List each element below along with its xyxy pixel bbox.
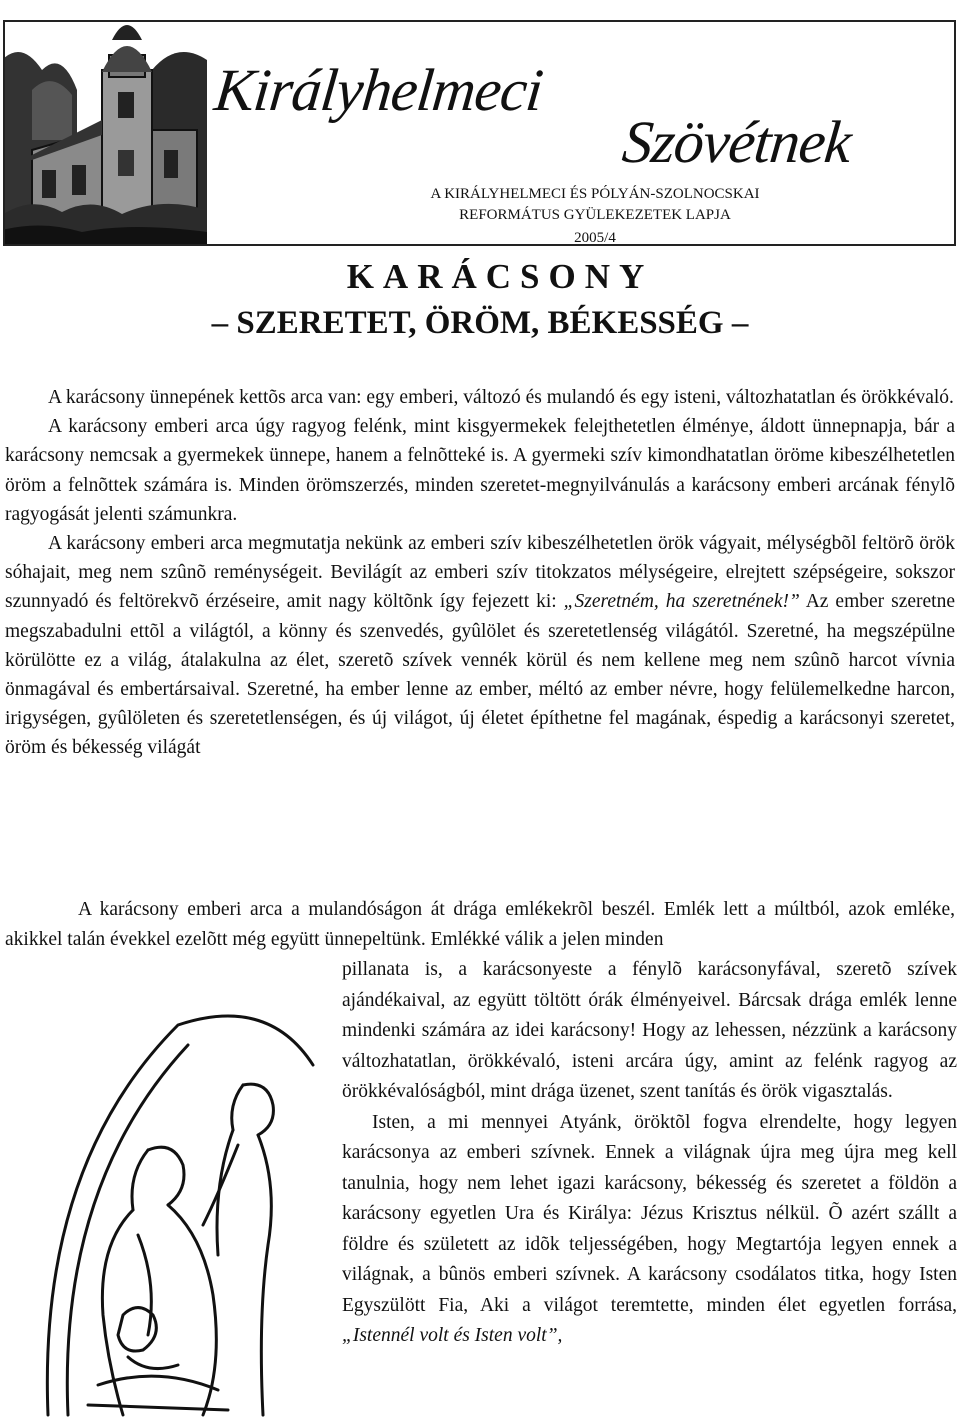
poem-quote: „Szeretném, ha szeretnének!” [563, 591, 800, 613]
article-body [5, 383, 955, 763]
masthead [3, 20, 956, 246]
nativity-line-drawing [28, 985, 328, 1420]
article-paragraph-2: A karácsony emberi arca úgy ragyog felénk, mint kisgyermekek felejthetetlen élménye, áldott ünnepnapja, bár a karácsony nemcsak a gyermekek ünnepe, hanem a felnõtteké is. A gyermeki szív kimondhatatlan öröme kibeszélhetetlen öröm a felnõttek számára is. Minden örömszerzés, minden szeretet-megnyilvánulás a karácsony emberi arcának fénylõ ragyogását jelenti számunkra. [5, 416, 955, 525]
article-paragraph-1: A karácsony ünnepének kettõs arca van: egy emberi, változó és mulandó és egy isteni, változhatatlan és örökkévaló. [48, 387, 954, 408]
article-paragraph-4-fullwidth [5, 895, 955, 955]
article-paragraph-4: A karácsony emberi arca a mulandóságon át drága emlékekrõl beszél. Emlék lett a múltból, azok emléke, akikkel talán évekkel ezelõtt még együtt ünnepeltünk. Emlékké válik a jelen minden [5, 899, 955, 950]
article-paragraph-3 [5, 529, 955, 763]
scripture-quote: „Istennél volt és Isten volt”, [342, 1325, 563, 1346]
headline-main: KARÁCSONY [346, 257, 654, 296]
article-paragraph-4-continued: pillanata is, a karácsonyeste a fénylõ karácsonyfával, szeretõ szívek ajándékaival, az együtt töltött órák élményeivel. Bárcsak drága emlék lenne mindenki számára az idei karácsony! Hogy az lehessen, nézzünk a karácsony változhatatlan, örökkévaló, isteni arcára úgy, amint az felénk ragyog az örökkévalóságból, mint drága üzenet, szent tanítás és örök vigasztalás. [342, 959, 957, 1102]
church-illustration [3, 20, 207, 246]
issue-number: 2005/4 [574, 230, 616, 246]
paragraph-3-text-end: Az ember szeretne megszabadulni ettõl a világtól, a könny és szenvedés, gyûlölet és szeretetlenség világától. Szeretné, ha megszépülne körülötte ez a világ, átalakulna az élet, szeretõ szívek vennék körül és nem kellene meg nem szûnõ harcot vívnia önmagával és embertársaival. Szeretné, ha ember lenne az ember, méltó az ember névre, hogy felülemelkedne harcon, irigységen, gyûlöleten és szeretetlenségen, és új világot, új életet építhetne fel magának, éspedig a karácsonyi szeretet, öröm és békesség világát [5, 591, 955, 759]
article-right-column [342, 955, 957, 1352]
article-paragraph-5 [342, 1108, 957, 1352]
headline-sub: – SZERETET, ÖRÖM, BÉKESSÉG – [211, 305, 749, 341]
masthead-subtitle-line1: A KIRÁLYHELMECI ÉS PÓLYÁN-SZOLNOCSKAI [430, 186, 760, 202]
paragraph-5-text: Isten, a mi mennyei Atyánk, öröktõl fogva elrendelte, hogy legyen karácsonya az emberi szívnek. Ennek a világnak újra meg újra meg kell tanulnia, hogy nem lehet igazi karácsony, békesség és szeretet a földön a karácsony egyetlen Ura és Királya: Jézus Krisztus nélkül. Õ azért szállt a földre és született az idõk teljességében, hogy Megtartója legyen ennek a világnak, a bûnös emberi szívnek. A karácsony csodálatos titka, hogy Isten Egyszülött Fia, Aki a világot teremtette, minden élet egyetlen forrása, [342, 1111, 957, 1316]
masthead-title-line2: Szövétnek [619, 109, 855, 175]
masthead-title-line1: Királyhelmeci [211, 57, 546, 123]
masthead-subtitle-line2: REFORMÁTUS GYÜLEKEZETEK LAPJA [459, 207, 731, 223]
paragraph-3-text-start: A karácsony emberi arca megmutatja nekünk az emberi szív kibeszélhetetlen örök vágyait, mélységbõl feltörõ örök sóhajait, meg nem szûnõ reménységeit. Bevilágít az emberi szív titokzatos mélységeire, elrejtett szépségeire, sokszor szunnyadó és feltörekvõ érzéseire, amit nagy költõnk így fejezett ki: [5, 533, 955, 613]
